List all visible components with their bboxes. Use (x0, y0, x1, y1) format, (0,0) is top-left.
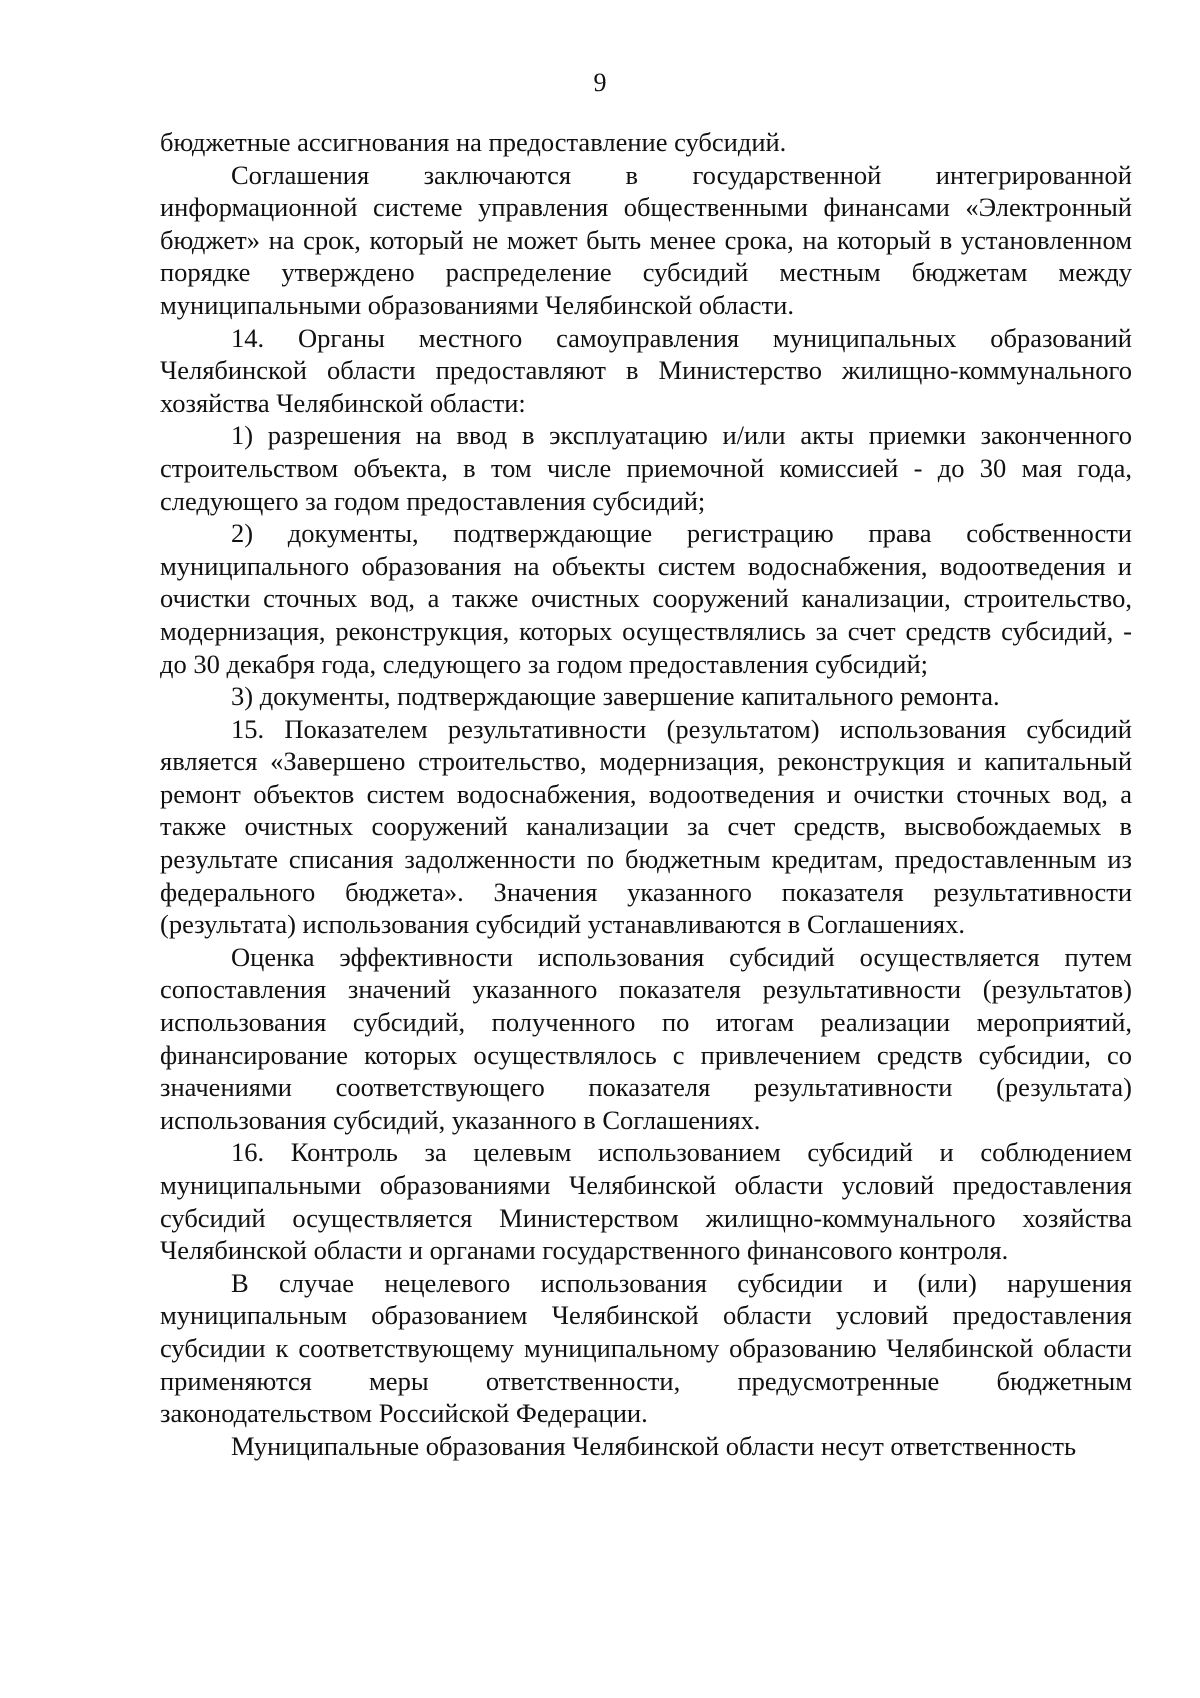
paragraph-continuation: бюджетные ассигнования на предоставление субсидий. (160, 127, 787, 157)
body-text (160, 126, 1132, 1462)
paragraph-clause-14: 14. Органы местного самоуправления муниципальных образований Челябинской области предоставляют в Министерство жилищно-коммунального хозяйства Челябинской области: (160, 322, 1132, 418)
paragraph-misuse: В случае нецелевого использования субсидии и (или) нарушения муниципальным образованием Челябинской области условий предоставления субсидии к соответствующему муниципальному образованию Челябинской области применяются меры ответственности, предусмотренные бюджетным законодательством Российской Федерации. (160, 1267, 1132, 1429)
paragraph-agreements: Соглашения заключаются в государственной интегрированной информационной системе управления общественными финансами «Электронный бюджет» на срок, который не может быть менее срока, на который в установленном порядке утверждено распределение субсидий местным бюджетам между муниципальными образованиями Челябинской области. (160, 159, 1132, 320)
list-item-1: 1) разрешения на ввод в эксплуатацию и/или акты приемки законченного строительством объекта, в том числе приемочной комиссией - до 30 мая года, следующего за годом предоставления субсидий; (160, 420, 1132, 516)
paragraph-responsibility: Муниципальные образования Челябинской области несут ответственность (231, 1430, 1077, 1461)
list-item-3: 3) документы, подтверждающие завершение капитального ремонта. (231, 681, 1000, 712)
paragraph-clause-15: 15. Показателем результативности (результатом) использования субсидий является «Завершено строительство, модернизация, реконструкция и капитальный ремонт объектов систем водоснабжения, водоотведения и очистки сточных вод, а также очистных сооружений канализации за счет средств, высвобождаемых в результате списания задолженности по бюджетным кредитам, предоставленным из федерального бюджета». Значения указанного показателя результативности (результата) использования субсидий устанавливаются в Соглашениях. (160, 713, 1132, 940)
paragraph-efficiency-assessment: Оценка эффективности использования субсидий осуществляется путем сопоставления значений указанного показателя результативности (результатов) использования субсидий, полученного по итогам реализации мероприятий, финансирование которых осуществлялось с привлечением средств субсидии, со значениями соответствующего показателя результативности (результата) использования субсидий, указанного в Соглашениях. (160, 941, 1132, 1135)
page-number: 9 (593, 68, 607, 97)
list-item-2: 2) документы, подтверждающие регистрацию права собственности муниципального образования на объекты систем водоснабжения, водоотведения и очистки сточных вод, а также очистных сооружений канализации, строительство, модернизация, реконструкция, которых осуществлялись за счет средств субсидий, - до 30 декабря года, следующего за годом предоставления субсидий; (160, 518, 1132, 679)
paragraph-clause-16: 16. Контроль за целевым использованием субсидий и соблюдением муниципальными образованиями Челябинской области условий предоставления субсидий осуществляется Министерством жилищно-коммунального хозяйства Челябинской области и органами государственного финансового контроля. (160, 1137, 1132, 1266)
